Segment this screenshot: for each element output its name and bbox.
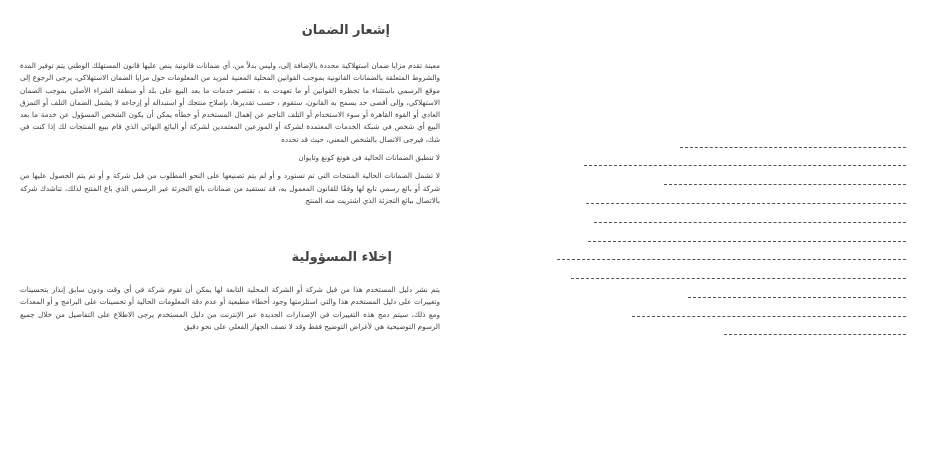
leader-line [688, 297, 906, 298]
leader-line [594, 222, 906, 223]
leader-line [632, 316, 906, 317]
warranty-paragraph-2: لا تنطبق الضمانات الحالية في هونغ كونغ وتايوان [298, 153, 440, 163]
leader-line [664, 184, 906, 185]
leader-line [586, 203, 906, 204]
disclaimer-body [20, 284, 440, 333]
leader-line [557, 259, 906, 260]
leader-line [571, 278, 906, 279]
leader-line [724, 334, 906, 335]
leader-line [588, 241, 906, 242]
disclaimer-title: إخلاء المسؤولية [291, 250, 392, 265]
warranty-title: إشعار الضمان [301, 23, 390, 38]
disclaimer-paragraph: يتم نشر دليل المستخدم هذا من قبل شركة أو الشركة المحلية التابعة لها يمكن أن تقوم شركة في أي وقت ودون سابق إنذار بتحسينات وتغييرات على دليل المستخدم هذا والتي استلزمتها وجود أخطاء مطبعية أو عدم دقة المعلومات الحالية أو تحسينات على البرامج و أو المعدات ومع ذلك، سيتم دمج هذه التغييرات في الإصدارات الجديدة عبر الإنترنت من دليل المستخدم يرجى الاطلاع على التفاصيل من خلال جميع الرسوم التوضيحية هي لأغراض التوضيح فقط وقد لا تصف الجهاز الفعلي على نحو دقيق [20, 285, 440, 331]
leader-line [680, 147, 906, 148]
warranty-body [20, 60, 440, 207]
warranty-paragraph-1: معينة تقدم مزايا ضمان استهلاكية محددة بالإضافة إلى، وليس بدلاً من، أي ضمانات قانونية ينص عليها قانون المستهلك الوطني يتم توفير المدة والشروط المتعلقة بالضمانات القانونية بموجب القوانين المحلية المعنية لمزيد من المعلومات حول مزايا الضمان الاستهلاكي، يرجى الرجوع إلى موقع الرسمي باستثناء ما تحظره القوانين أو ما تعهدت به ، تقتصر خدمات ما بعد البيع على بلد أو منطقة الشراء الأصلي بموجب الضمان الاستهلاكي، وإلى أقصى حد يسمح به القانون، ستقوم ، حسب تقديرها، بإصلاح منتجك أو استبداله أو إرجاعه لا يشمل الضمان التلف أو التمزق العادي أو القوة القاهرة أو سوء الاستخدام أو التلف الناجم عن إهمال المستخدم أو خطأه يمكن أن يكون الشخص المسؤول عن خدمة ما بعد البيع أي شخص في شبكة الخدمات المعتمدة لشركة أو الموزعين المعتمدين لشركة أو البائع النهائي الذي قام ببيع المنتجات لك إذا كنت في شك، فيرجى الاتصال بالشخص المعني، حيث قد تحدده [20, 61, 440, 144]
leader-line [584, 165, 906, 166]
warranty-paragraph-3: لا تشمل الضمانات الحالية المنتجات التي تم تستورد و أو لم يتم تصنيعها على النحو المطلوب من قبل شركة و أو تم يتم الحصول عليها من شركة أو بائع رسمي تابع لها وفقًا للقانون المعمول به، قد تستفيد من ضمانات بائع التجزئة غير الرسمي الذي باع المنتج لذلك، تناشدك شركة بالاتصال ببائع التجزئة الذي اشتريت منه المنتج [20, 171, 440, 205]
